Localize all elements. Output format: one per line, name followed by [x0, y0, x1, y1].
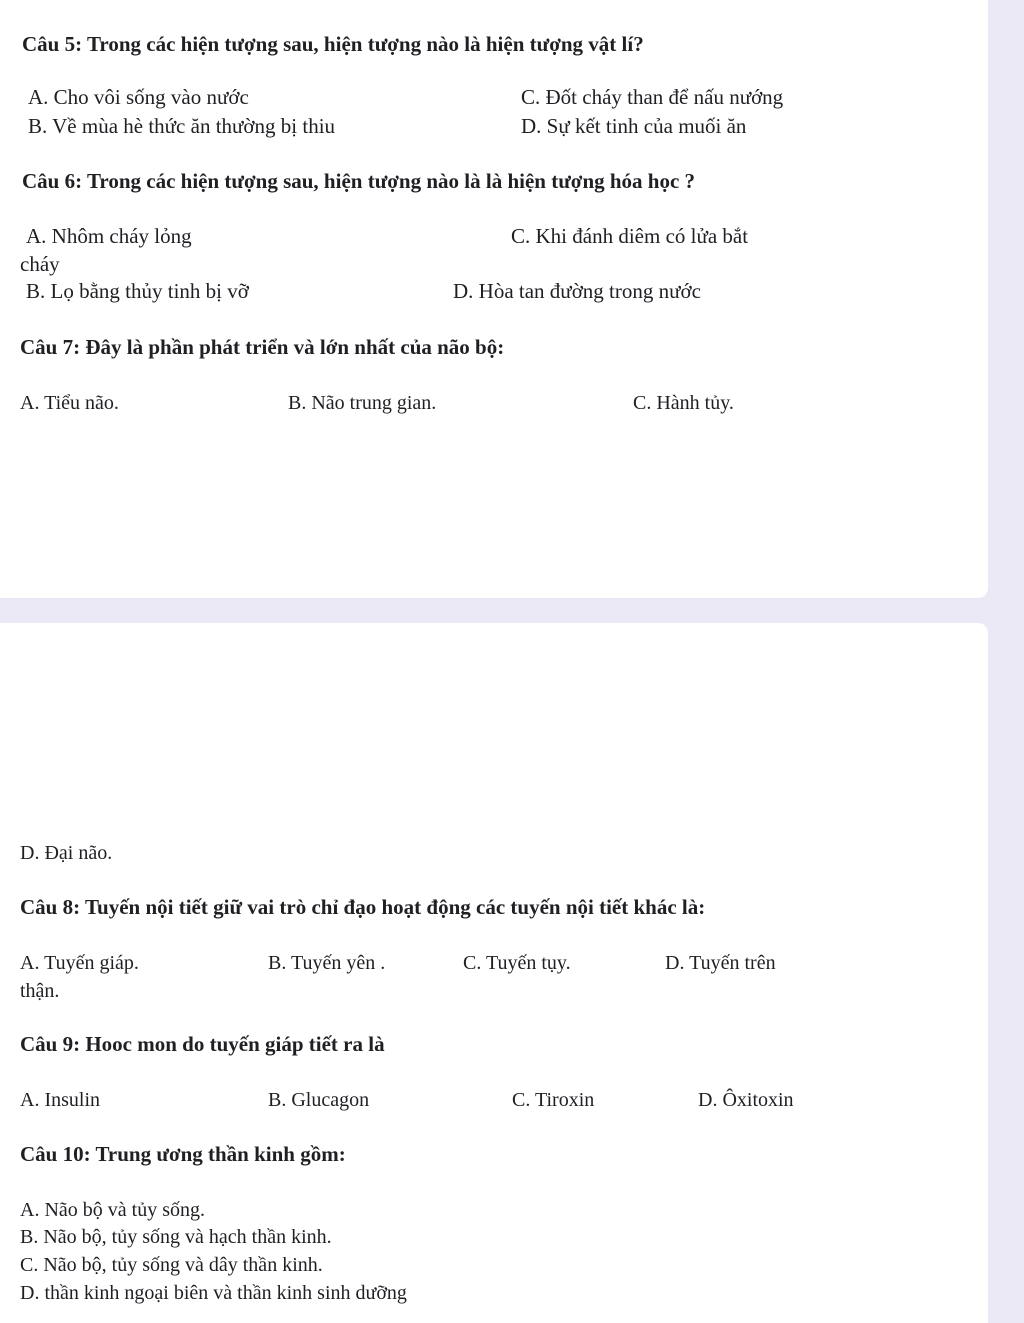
question-5-option-d: D. Sự kết tinh của muối ăn [521, 114, 747, 138]
question-6-option-c: C. Khi đánh diêm có lửa bắt [511, 224, 749, 248]
question-6-option-b: B. Lọ bằng thủy tinh bị vỡ [26, 279, 249, 303]
question-8-option-d-continued: thận. [20, 980, 60, 1002]
question-5-title: Câu 5: Trong các hiện tượng sau, hiện tượng nào là hiện tượng vật lí? [22, 32, 644, 56]
question-10-option-b: B. Não bộ, tủy sống và hạch thần kinh. [20, 1226, 332, 1248]
question-5-option-a: A. Cho vôi sống vào nước [28, 85, 249, 109]
question-10-option-c: C. Não bộ, tủy sống và dây thần kinh. [20, 1254, 323, 1276]
question-6-title: Câu 6: Trong các hiện tượng sau, hiện tượng nào là là hiện tượng hóa học ? [22, 169, 696, 193]
question-8-option-b: B. Tuyến yên . [268, 952, 386, 974]
question-6-option-d: D. Hòa tan đường trong nước [453, 279, 701, 303]
question-8-option-c: C. Tuyến tụy. [463, 952, 571, 974]
question-8-option-a: A. Tuyến giáp. [20, 952, 139, 974]
question-10-title: Câu 10: Trung ương thần kinh gồm: [20, 1142, 346, 1166]
question-7-title: Câu 7: Đây là phần phát triển và lớn nhất của não bộ: [20, 335, 505, 359]
question-10-option-d: D. thần kinh ngoại biên và thần kinh sinh dưỡng [20, 1282, 407, 1304]
question-9-option-a: A. Insulin [20, 1089, 100, 1111]
question-7-option-c: C. Hành tủy. [633, 392, 734, 414]
question-8-option-d: D. Tuyến trên [665, 952, 776, 974]
question-5-option-b: B. Về mùa hè thức ăn thường bị thiu [28, 114, 336, 138]
question-7-option-d: D. Đại não. [20, 842, 113, 864]
question-8-title: Câu 8: Tuyến nội tiết giữ vai trò chỉ đạo hoạt động các tuyến nội tiết khác là: [20, 895, 706, 919]
question-7-option-a: A. Tiểu não. [20, 392, 119, 414]
question-9-title: Câu 9: Hooc mon do tuyến giáp tiết ra là [20, 1032, 385, 1056]
question-9-option-b: B. Glucagon [268, 1089, 370, 1111]
question-6-option-a: A. Nhôm cháy lỏng [26, 224, 192, 248]
question-6-option-c-continued: cháy [20, 252, 60, 276]
question-7-option-b: B. Não trung gian. [288, 392, 437, 414]
page-background-strip [988, 0, 1024, 1314]
question-9-option-c: C. Tiroxin [512, 1089, 595, 1111]
question-10-option-a: A. Não bộ và tủy sống. [20, 1199, 205, 1221]
question-5-option-c: C. Đốt cháy than để nấu nướng [521, 85, 784, 109]
question-9-option-d: D. Ôxitoxin [698, 1089, 794, 1111]
